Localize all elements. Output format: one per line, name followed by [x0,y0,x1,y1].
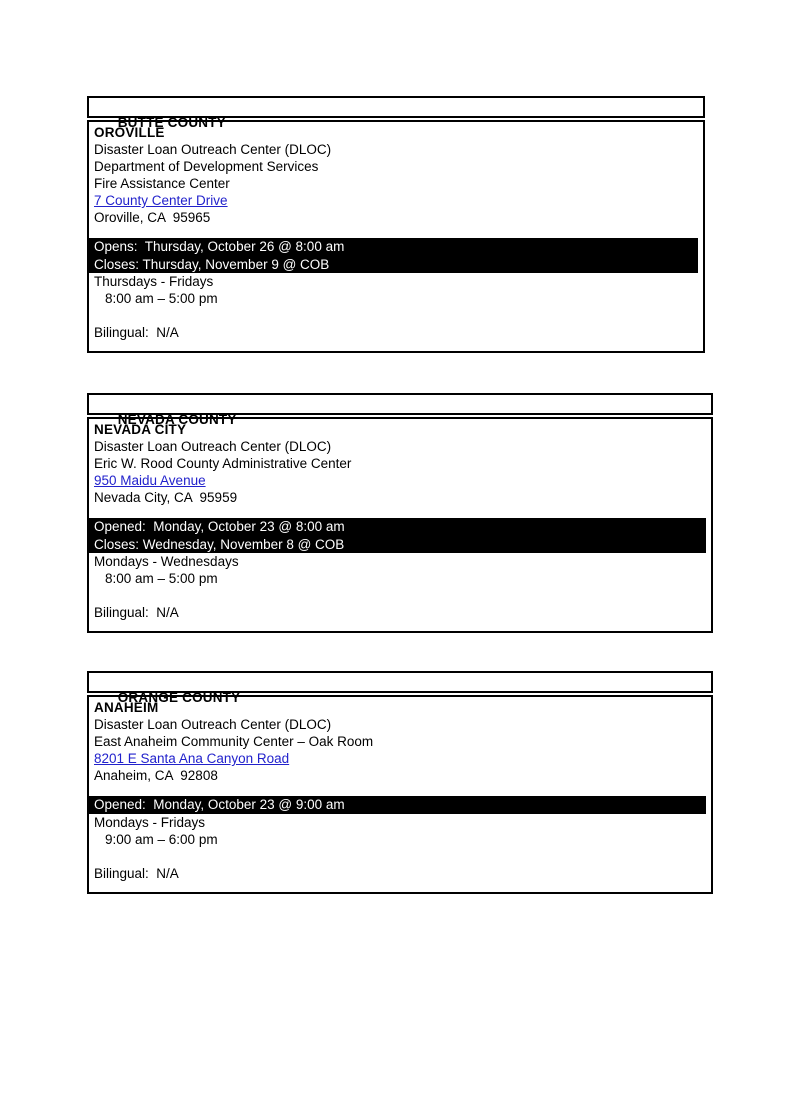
county-block-nevada [87,393,713,633]
address-line [89,750,711,767]
hours-line: 9:00 am – 6:00 pm [105,831,218,847]
city-state-zip: Nevada City, CA 95959 [94,490,238,505]
banner-opens-line: Opened: Monday, October 23 @ 8:00 am [94,519,345,534]
city-state-zip: Anaheim, CA 92808 [94,768,218,783]
bilingual-line: Bilingual: N/A [94,325,179,340]
org-line: Disaster Loan Outreach Center (DLOC) [94,717,332,732]
city-state-zip: Oroville, CA 95965 [94,210,211,225]
spacer [89,587,711,604]
city-name: OROVILLE [94,125,165,140]
banner-opens-line: Opened: Monday, October 23 @ 9:00 am [94,797,345,812]
org-line: Department of Development Services [94,159,319,174]
county-name: ORANGE COUNTY [117,690,241,705]
county-info-box [87,695,713,894]
county-info-box [87,120,705,353]
county-info-box [87,417,713,633]
county-name: BUTTE COUNTY [117,115,226,130]
county-block-orange [87,671,713,894]
days-line: Mondays - Wednesdays [94,554,239,569]
banner-closes-line: Closes: Wednesday, November 8 @ COB [94,536,345,552]
days-line: Mondays - Fridays [94,814,206,830]
org-line: Disaster Loan Outreach Center (DLOC) [94,142,332,157]
spacer [89,848,711,865]
bilingual-line: Bilingual: N/A [94,605,179,620]
county-block-butte [87,96,705,353]
banner-opens-line: Opens: Thursday, October 26 @ 8:00 am [94,239,345,254]
open-close-banner [89,796,706,814]
document-page [0,96,791,1120]
county-header [87,393,713,427]
open-close-banner [89,238,698,273]
org-line: Disaster Loan Outreach Center (DLOC) [94,439,332,454]
org-line: East Anaheim Community Center – Oak Room [94,734,374,749]
county-header [87,671,713,705]
city-name: NEVADA CITY [94,422,187,437]
address-line [89,472,711,489]
open-close-banner [89,518,706,553]
spacer [89,226,703,238]
bilingual-line: Bilingual: N/A [94,865,179,881]
spacer [89,307,703,324]
hours-line: 8:00 am – 5:00 pm [105,291,218,306]
banner-closes-line: Closes: Thursday, November 9 @ COB [94,256,330,272]
county-header [87,96,705,130]
days-line: Thursdays - Fridays [94,274,214,289]
org-line: Fire Assistance Center [94,176,230,191]
spacer [89,506,711,518]
spacer [89,784,711,796]
hours-line: 8:00 am – 5:00 pm [105,571,218,586]
org-line: Eric W. Rood County Administrative Center [94,456,352,471]
address-line [89,192,703,209]
city-name: ANAHEIM [94,700,159,715]
address-link[interactable]: 8201 E Santa Ana Canyon Road [94,751,290,766]
county-name: NEVADA COUNTY [117,412,237,427]
address-link[interactable]: 7 County Center Drive [94,193,228,208]
address-link[interactable]: 950 Maidu Avenue [94,473,206,488]
